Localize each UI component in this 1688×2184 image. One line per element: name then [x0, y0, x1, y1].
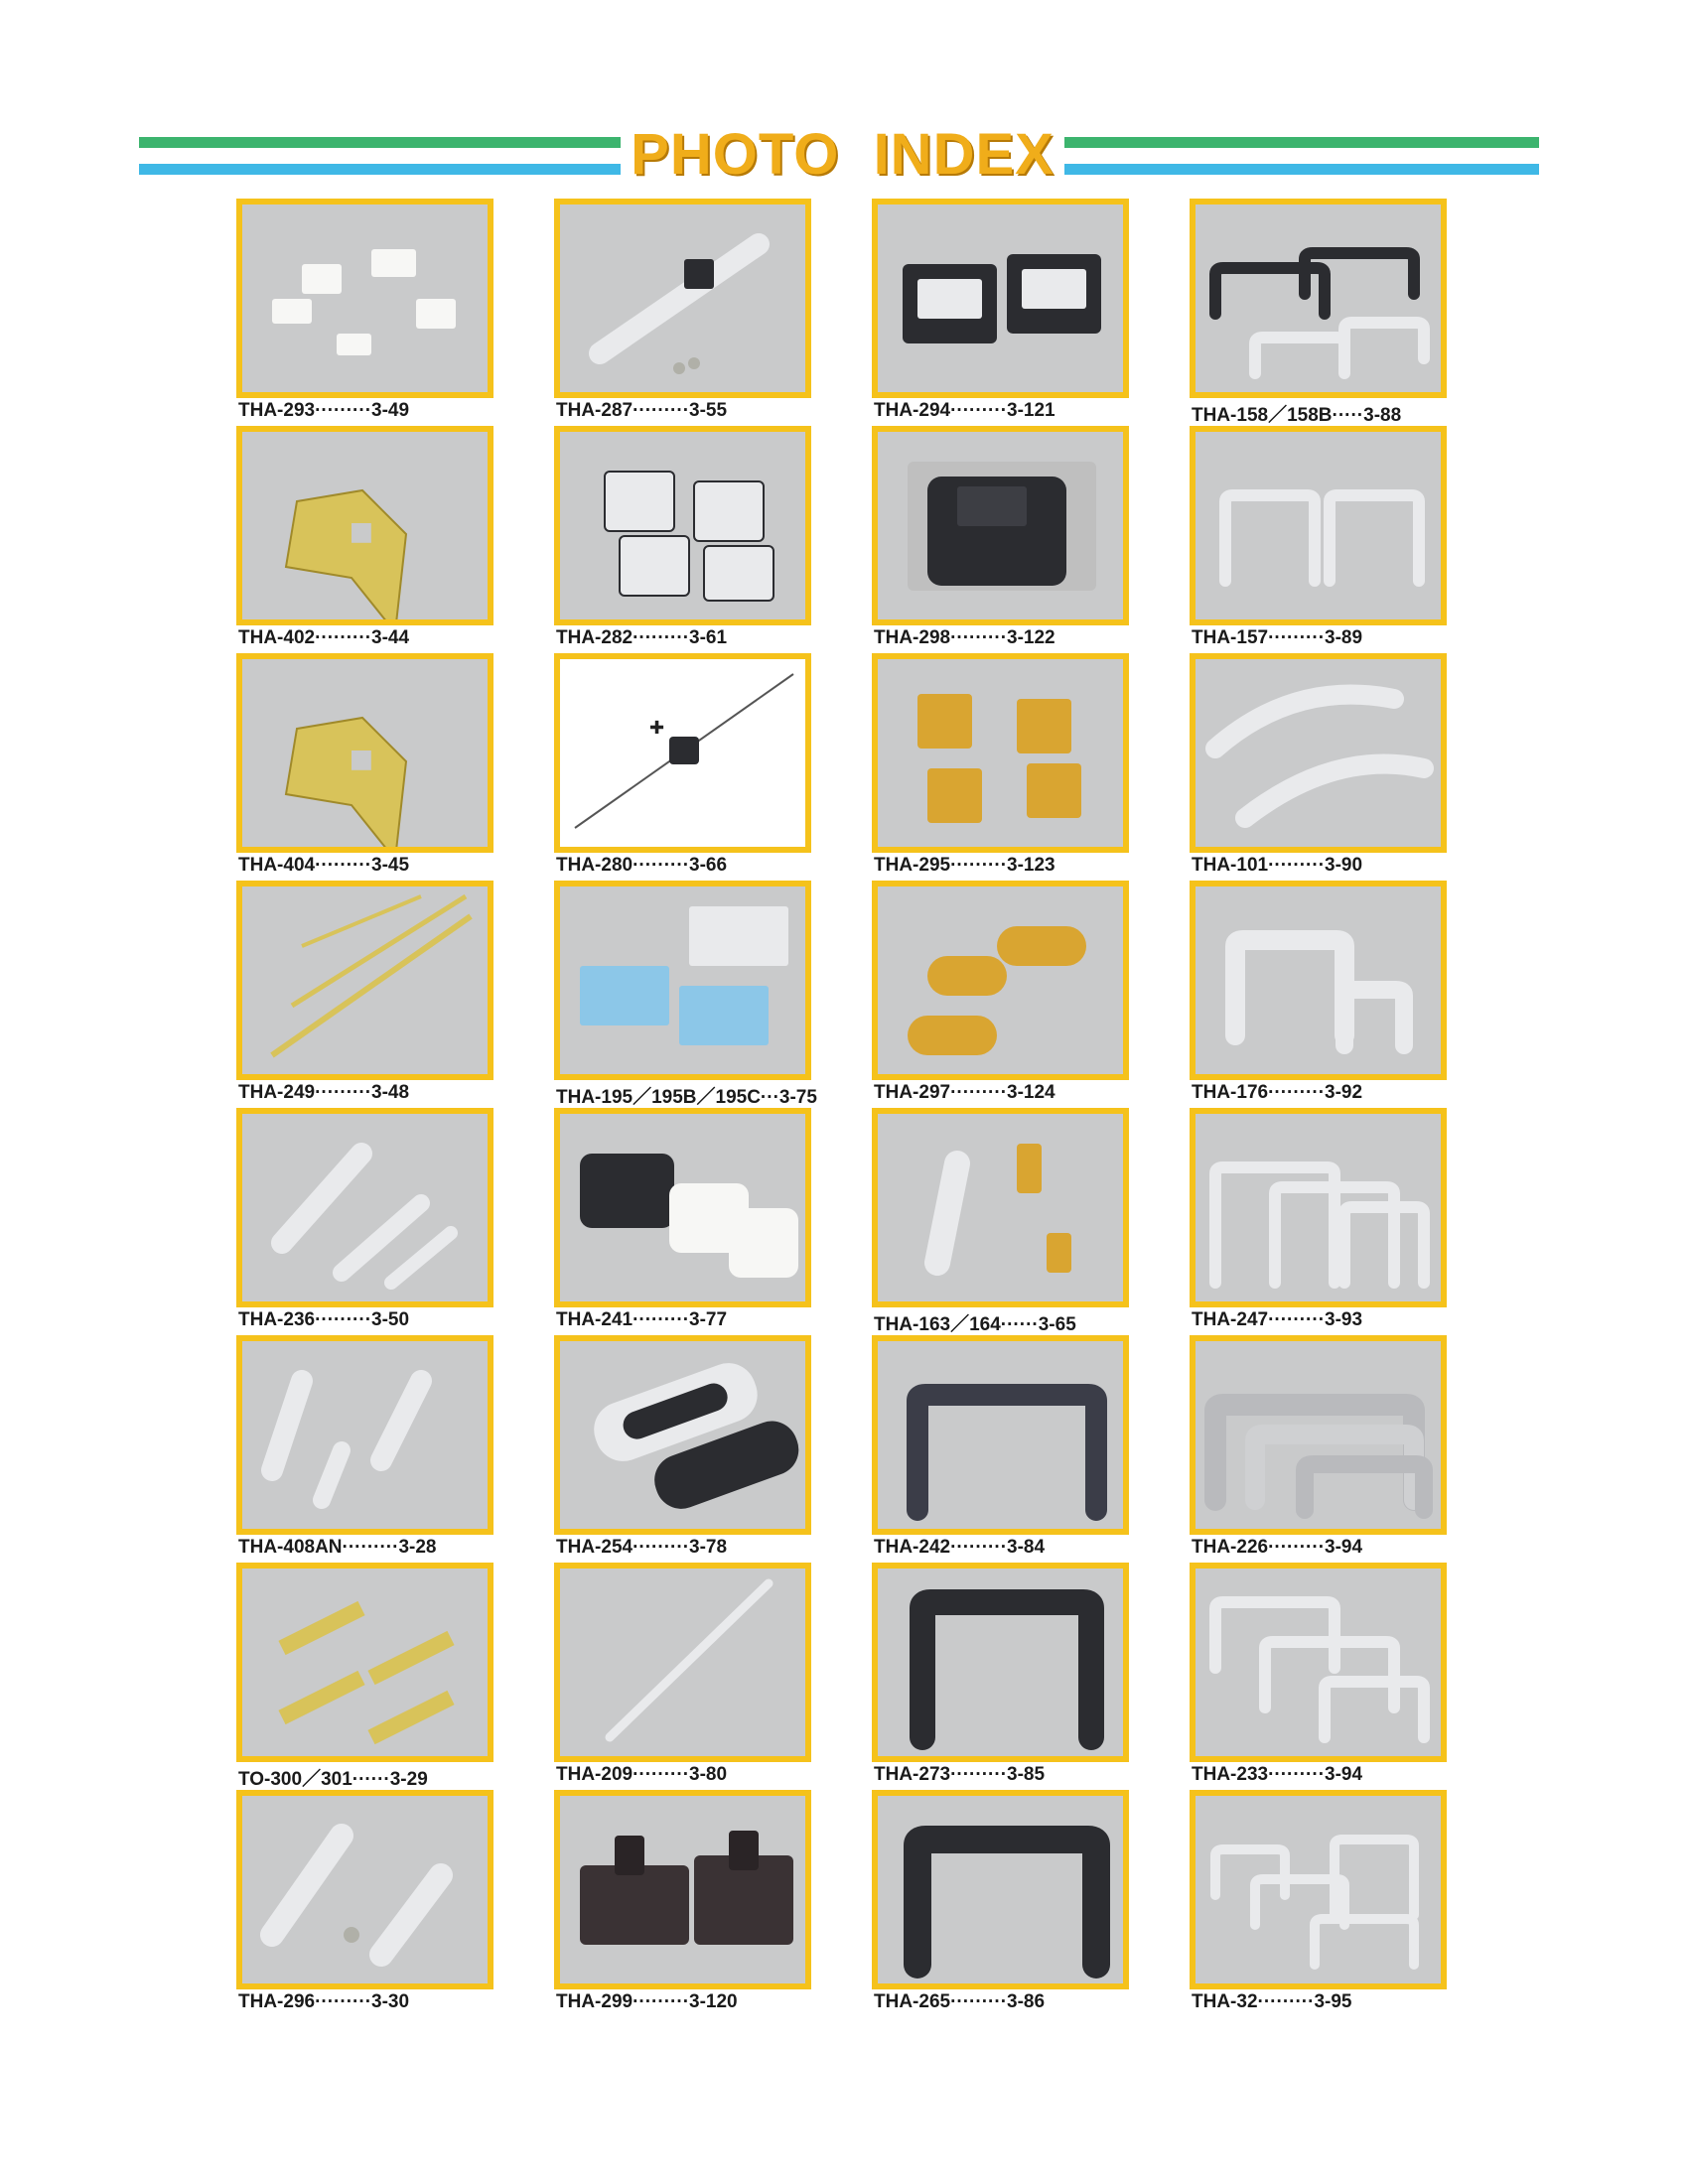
product-caption: THA-297·········3-124	[874, 1082, 1055, 1103]
product-caption: THA-101·········3-90	[1192, 855, 1363, 876]
product-caption: THA-157·········3-89	[1192, 627, 1363, 648]
product-photo-frame	[872, 426, 1129, 625]
product-caption: THA-32·········3-95	[1192, 1991, 1352, 2012]
flush-pulls-icon	[560, 1341, 805, 1529]
product-caption: THA-163／164······3-65	[874, 1314, 1076, 1335]
aluminum-rail-icon	[560, 1569, 805, 1756]
product-caption: THA-209·········3-80	[556, 1764, 728, 1785]
product-photo-frame	[554, 1108, 811, 1307]
product-photo-frame	[554, 653, 811, 853]
product-tile	[554, 1790, 811, 2017]
product-photo-frame	[1190, 1108, 1447, 1307]
satin-handles-icon	[1196, 1569, 1441, 1756]
product-photo-frame	[1190, 1563, 1447, 1762]
product-photo-frame	[1190, 426, 1447, 625]
product-tile	[236, 653, 493, 881]
product-caption: THA-249·········3-48	[238, 1082, 410, 1103]
ribbed-handles-icon	[1196, 1341, 1441, 1529]
product-caption: THA-295·········3-123	[874, 855, 1055, 876]
product-tile	[554, 426, 811, 653]
rod-latch-diagram-icon	[560, 659, 805, 847]
product-photo-frame	[554, 426, 811, 625]
product-tile	[872, 199, 1129, 426]
product-photo-frame	[872, 199, 1129, 398]
cam-lock-handles-icon	[878, 1114, 1123, 1301]
black-bar-handle-icon	[878, 1569, 1123, 1756]
header-line-cyan-left	[139, 164, 621, 175]
product-caption: THA-294·········3-121	[874, 400, 1055, 421]
wire-handles-icon	[1196, 1796, 1441, 1983]
product-caption: THA-280·········3-66	[556, 855, 728, 876]
product-tile	[872, 653, 1129, 881]
brass-latch-parts-icon	[878, 659, 1123, 847]
product-tile	[554, 653, 811, 881]
dark-handle-icon	[878, 1341, 1123, 1529]
dark-latch-blocks-icon	[560, 1796, 805, 1983]
product-photo-frame	[1190, 653, 1447, 853]
product-tile	[1190, 881, 1447, 1108]
product-photo-frame	[872, 1335, 1129, 1535]
product-caption: THA-296·········3-30	[238, 1991, 410, 2012]
product-photo-frame	[236, 1790, 493, 1989]
product-photo-frame	[872, 1790, 1129, 1989]
product-caption: THA-226·········3-94	[1192, 1537, 1363, 1558]
product-photo-frame	[554, 881, 811, 1080]
product-caption: THA-402·········3-44	[238, 627, 410, 648]
product-caption: THA-404·········3-45	[238, 855, 410, 876]
product-caption: TO-300／301······3-29	[238, 1769, 428, 1790]
product-tile	[554, 881, 817, 1108]
brass-plate-icon	[242, 432, 488, 619]
product-caption: THA-273·········3-85	[874, 1764, 1046, 1785]
product-photo-frame	[236, 653, 493, 853]
product-tile	[236, 426, 493, 653]
product-photo-frame	[1190, 1790, 1447, 1989]
black-recessed-latch-icon	[878, 432, 1123, 619]
product-photo-frame	[872, 1108, 1129, 1307]
product-caption: THA-299·········3-120	[556, 1991, 738, 2012]
product-photo-frame	[236, 1335, 493, 1535]
product-photo-frame	[554, 1335, 811, 1535]
chrome-handle-with-keys-icon	[560, 205, 805, 392]
product-tile	[236, 1335, 493, 1563]
product-caption: THA-254·········3-78	[556, 1537, 728, 1558]
product-photo-frame	[1190, 199, 1447, 398]
product-tile	[1190, 1563, 1447, 1790]
product-photo-frame	[236, 1108, 493, 1307]
product-photo-frame	[236, 881, 493, 1080]
product-tile	[236, 881, 493, 1108]
product-tile	[872, 426, 1129, 653]
product-photo-frame	[236, 426, 493, 625]
product-tile	[236, 1790, 493, 2017]
product-photo-frame	[1190, 1335, 1447, 1535]
metal-brackets-icon	[560, 887, 805, 1074]
product-photo-frame	[554, 199, 811, 398]
product-tile	[554, 199, 811, 426]
block-handles-icon	[1196, 887, 1441, 1074]
product-caption: THA-233·········3-94	[1192, 1764, 1363, 1785]
product-photo-frame	[872, 881, 1129, 1080]
photo-index-header	[139, 122, 1539, 189]
product-caption: THA-293·········3-49	[238, 400, 410, 421]
product-caption: THA-247·········3-93	[1192, 1309, 1363, 1330]
brass-plate-icon	[242, 659, 488, 847]
product-photo-frame	[554, 1790, 811, 1989]
brass-hinge-parts-icon	[878, 887, 1123, 1074]
product-caption: THA-298·········3-122	[874, 627, 1055, 648]
product-caption: THA-158／158B·····3-88	[1192, 405, 1402, 426]
product-caption: THA-241·········3-77	[556, 1309, 728, 1330]
product-tile	[1190, 199, 1447, 426]
page-title: PHOTO INDEX	[631, 122, 1055, 187]
header-line-green-right	[1064, 137, 1539, 148]
header-line-green-left	[139, 137, 621, 148]
swing-handle-keys-icon	[242, 1796, 488, 1983]
square-pull-handles-icon	[1196, 205, 1441, 392]
product-photo-frame	[554, 1563, 811, 1762]
black-flush-handles-icon	[878, 205, 1123, 392]
product-tile	[236, 1563, 493, 1790]
product-tile	[554, 1108, 811, 1335]
product-tile	[872, 1335, 1129, 1563]
black-grip-handle-icon	[878, 1796, 1123, 1983]
product-caption: THA-408AN·········3-28	[238, 1537, 437, 1558]
chrome-square-handles-icon	[1196, 432, 1441, 619]
product-photo-frame	[236, 199, 493, 398]
product-photo-frame	[1190, 881, 1447, 1080]
recessed-pull-cups-icon	[560, 1114, 805, 1301]
header-line-cyan-right	[1064, 164, 1539, 175]
product-caption: THA-195／195B／195C···3-75	[556, 1087, 817, 1108]
product-tile	[1190, 1335, 1447, 1563]
product-tile	[554, 1563, 811, 1790]
curved-chrome-handles-icon	[1196, 659, 1441, 847]
product-tile	[1190, 1108, 1447, 1335]
paddle-latches-icon	[560, 432, 805, 619]
product-caption: THA-282·········3-61	[556, 627, 728, 648]
product-photo-grid	[236, 199, 1448, 2017]
svg-text:✚: ✚	[649, 718, 665, 738]
product-caption: THA-287·········3-55	[556, 400, 728, 421]
product-photo-frame	[872, 1563, 1129, 1762]
product-photo-frame	[236, 1563, 493, 1762]
product-tile	[236, 199, 493, 426]
brass-strike-plates-icon	[242, 1569, 488, 1756]
product-caption: THA-176·········3-92	[1192, 1082, 1363, 1103]
swing-handle-locks-icon	[242, 1341, 488, 1529]
product-caption: THA-265·········3-86	[874, 1991, 1046, 2012]
product-tile	[872, 1563, 1129, 1790]
brass-rods-icon	[242, 887, 488, 1074]
product-tile	[236, 1108, 493, 1335]
product-tile	[872, 1108, 1129, 1335]
chrome-lever-latches-icon	[242, 1114, 488, 1301]
product-caption: THA-236·········3-50	[238, 1309, 410, 1330]
product-tile	[872, 1790, 1129, 2017]
product-tile	[1190, 1790, 1447, 2017]
white-plastic-clips-icon	[242, 205, 488, 392]
product-tile	[872, 881, 1129, 1108]
product-tile	[554, 1335, 811, 1563]
product-photo-frame	[872, 653, 1129, 853]
arched-chrome-handles-icon	[1196, 1114, 1441, 1301]
product-tile	[1190, 426, 1447, 653]
product-tile	[1190, 653, 1447, 881]
product-caption: THA-242·········3-84	[874, 1537, 1046, 1558]
